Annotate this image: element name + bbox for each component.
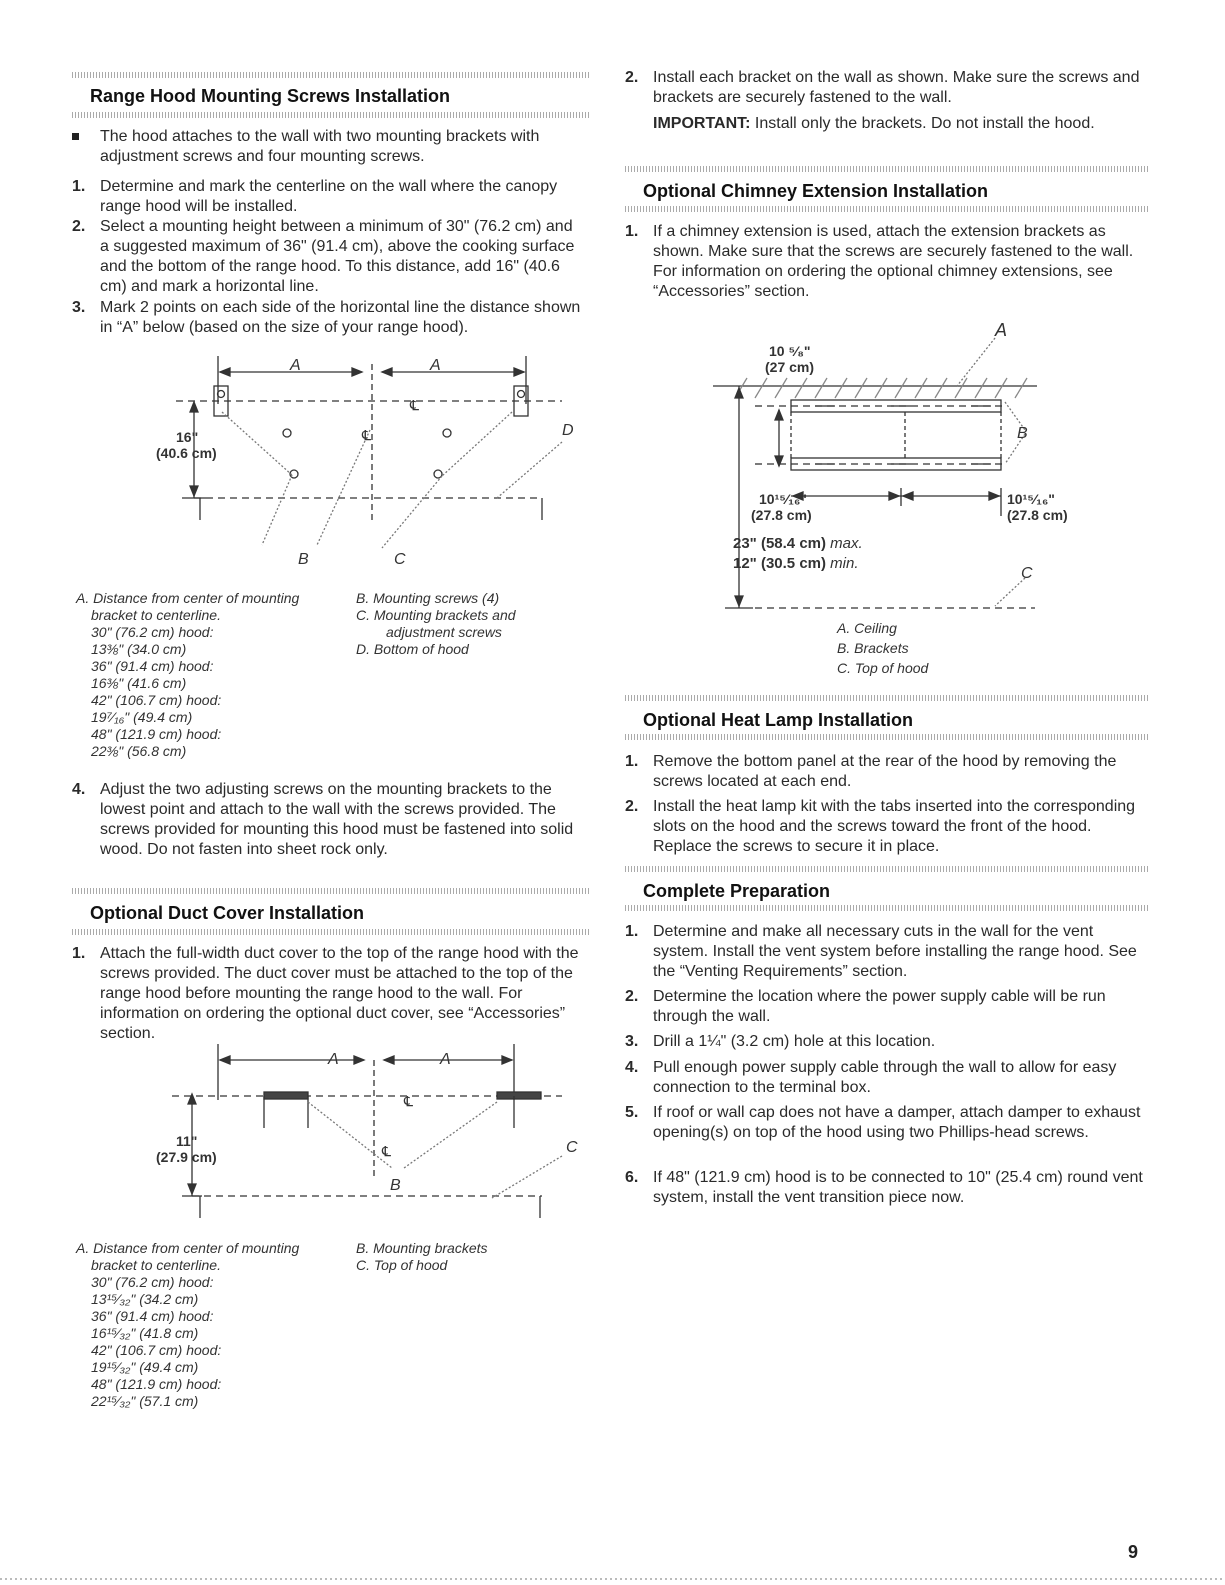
heat-step-1: 1. Remove the bottom panel at the rear of the hood by removing the screws located at each end. (625, 753, 1117, 790)
dim-max: 23" (58.4 cm) max. (733, 535, 863, 552)
prep-step-3: 3. Drill a 1¼" (3.2 cm) hole at this location. (625, 1033, 936, 1050)
label-c: C (1021, 565, 1033, 582)
bracket-step-2: 2. Install each bracket on the wall as shown. Make sure the screws and brackets are securely fastened to the wall. (625, 69, 1140, 106)
step-3: 3. Mark 2 points on each side of the horizontal line the distance shown in “A” below (based on the size of your range hood). (72, 299, 581, 336)
bottom-rule (0, 1578, 1225, 1580)
prep-step-4: 4. Pull enough power supply cable through the wall to allow for easy connection to the terminal box. (625, 1059, 1117, 1096)
chimney-step-1: 1. If a chimney extension is used, attach the extension brackets as shown. Make sure that the screws are securely fastened to the wall. For information on ordering the optional chimney extensions, see “Accessories” section. (625, 223, 1134, 300)
prep-step-6: 6. If 48" (121.9 cm) hood is to be connected to 10" (25.4 cm) round vent system, install the vent transition piece now. (625, 1169, 1143, 1206)
figure2-caption-right: B. Mounting brackets C. Top of hood (356, 1240, 488, 1273)
section-rule (72, 888, 590, 894)
section-title-complete-preparation: Complete Preparation (643, 881, 831, 901)
dim-left-in: 10¹⁵⁄₁₆" (759, 491, 807, 507)
section-title-mounting-screws: Range Hood Mounting Screws Installation (90, 86, 451, 106)
label-c: C (394, 551, 406, 568)
label-a: A (995, 320, 1008, 340)
section-rule (625, 905, 1150, 911)
label-d: D (562, 422, 574, 439)
dim-11in: 11" (176, 1133, 198, 1149)
label-b: B (1017, 425, 1028, 442)
dim-10-5-8in: 10 ⁵⁄₈" (769, 343, 811, 359)
section-rule (72, 929, 590, 935)
centerline-symbol-mid: ℄ (362, 427, 371, 443)
figure3-caption: A. Ceiling B. Brackets C. Top of hood (837, 620, 929, 676)
section-title-heat-lamp: Optional Heat Lamp Installation (643, 710, 914, 730)
step-4: 4. Adjust the two adjusting screws on the mounting brackets to the lowest point and attach to the wall with the screws provided. The screws provided for mounting this hood must be fastened into solid wood. Do not fasten into sheet rock only. (72, 781, 574, 858)
label-a-right: A (440, 1051, 451, 1068)
duct-cover-diagram (142, 1040, 582, 1230)
centerline-symbol-top: ℄ (410, 397, 419, 413)
prep-step-5: 5. If roof or wall cap does not have a damper, attach damper to exhaust opening(s) on top of the hood using two Phillips-head screws. (625, 1104, 1141, 1141)
duct-step-1: 1. Attach the full-width duct cover to the top of the range hood with the screws provided. The duct cover must be attached to the top of the range hood before mounting the range hood to the wall. For information on ordering the optional duct cover, see “Accessories” section. (72, 945, 579, 1042)
section-title-duct-cover: Optional Duct Cover Installation (90, 903, 365, 923)
dim-16in: 16" (176, 429, 199, 445)
section-rule (625, 695, 1150, 701)
dim-27cm: (27 cm) (765, 359, 815, 375)
section-rule (625, 206, 1150, 212)
section-rule (72, 112, 590, 118)
label-b: B (298, 551, 309, 568)
mounting-screws-diagram (142, 350, 582, 580)
step-1: 1. Determine and mark the centerline on the wall where the canopy range hood will be installed. (72, 178, 558, 215)
bullet-icon (72, 133, 79, 140)
section-rule (625, 166, 1150, 172)
section-title-chimney: Optional Chimney Extension Installation (643, 181, 989, 201)
prep-step-2: 2. Determine the location where the power supply cable will be run through the wall. (625, 988, 1106, 1025)
bullet-item: The hood attaches to the wall with two mounting brackets with adjustment screws and four mounting screws. (72, 127, 572, 167)
section-rule (625, 734, 1150, 740)
page-number: 9 (1128, 1542, 1139, 1562)
dim-right-in: 10¹⁵⁄₁₆" (1007, 491, 1055, 507)
centerline-symbol-top: ℄ (404, 1093, 413, 1109)
figure1-caption-right: B. Mounting screws (4) C. Mounting brackets and adjustment screws D. Bottom of hood (356, 590, 516, 657)
label-c: C (566, 1139, 578, 1156)
heat-step-2: 2. Install the heat lamp kit with the tabs inserted into the corresponding slots on the hood and the screws toward the front of the hood. Replace the screws to secure it in place. (625, 798, 1136, 855)
chimney-extension-diagram (695, 316, 1115, 612)
label-a-left: A (290, 357, 301, 374)
dim-27-9cm: (27.9 cm) (156, 1149, 217, 1165)
figure2-caption-left: A. Distance from center of mounting bracket to centerline. 30" (76.2 cm) hood: 13¹⁵⁄₃₂" (34.2 cm) 36" (91.4 cm) hood: 16¹⁵⁄₃₂" (41.8 cm) 42" (106.7 cm) hood: 19¹⁵⁄₃₂" (49.4 cm) 48" (121.9 cm) hood: 22¹⁵⁄₃₂" (57.1 cm) (76, 1240, 300, 1409)
label-b: B (390, 1177, 401, 1194)
dim-min: 12" (30.5 cm) min. (733, 555, 859, 572)
prep-step-1: 1. Determine and make all necessary cuts in the wall for the vent system. Install the vent system before installing the range hood. See the “Venting Requirements” section. (625, 923, 1137, 980)
section-rule (625, 866, 1150, 872)
important-note: IMPORTANT: Install only the brackets. Do not install the hood. (653, 115, 1095, 132)
centerline-symbol-mid: ℄ (382, 1143, 391, 1159)
label-a-left: A (328, 1051, 339, 1068)
dim-40-6cm: (40.6 cm) (156, 445, 217, 461)
label-a-right: A (430, 357, 441, 374)
dim-left-cm: (27.8 cm) (751, 507, 812, 523)
dim-right-cm: (27.8 cm) (1007, 507, 1068, 523)
step-2: 2. Select a mounting height between a minimum of 30" (76.2 cm) and a suggested maximum of 36" (91.4 cm), above the cooking surface and the bottom of the range hood. To this distance, add 16" (40.6 cm) and mark a horizontal line. (72, 218, 575, 295)
section-rule (72, 72, 590, 78)
figure1-caption-left: A. Distance from center of mounting bracket to centerline. 30" (76.2 cm) hood: 13⅜" (34.0 cm) 36" (91.4 cm) hood: 16⅜" (41.6 cm) 42" (106.7 cm) hood: 19⁷⁄₁₆" (49.4 cm) 48" (121.9 cm) hood: 22⅜" (56.8 cm) (76, 590, 300, 759)
